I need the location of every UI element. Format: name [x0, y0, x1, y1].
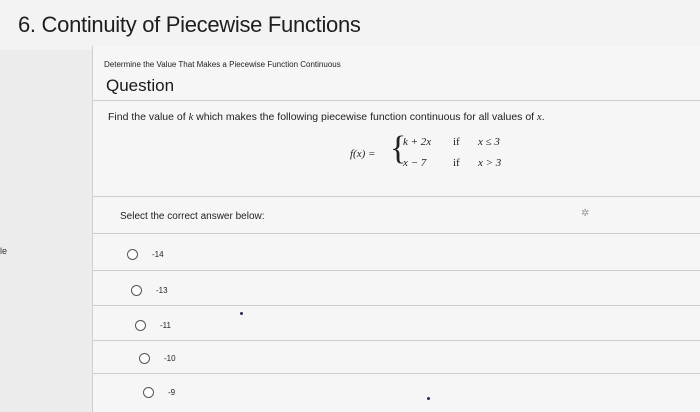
divider	[92, 373, 700, 374]
case-condition: x ≤ 3	[478, 136, 500, 148]
radio-icon[interactable]	[143, 387, 154, 398]
question-var-x: x	[537, 112, 542, 123]
divider	[92, 340, 700, 341]
question-subheading: Determine the Value That Makes a Piecewise Function Continuous	[104, 60, 341, 69]
case-if: if	[453, 136, 460, 148]
answer-option[interactable]	[131, 280, 168, 300]
answer-option-label: -9	[168, 387, 176, 397]
title-bar	[0, 0, 700, 50]
speck	[240, 312, 243, 315]
divider	[92, 305, 700, 306]
answer-option[interactable]	[135, 315, 171, 335]
answer-option-label: -10	[164, 353, 176, 363]
page-title: 6. Continuity of Piecewise Functions	[18, 12, 361, 37]
sidebar-partial-label: le	[0, 246, 8, 256]
answer-option[interactable]	[139, 348, 176, 368]
piecewise-formula	[350, 130, 530, 176]
case-expression: x − 7	[403, 157, 427, 169]
case-if: if	[453, 157, 460, 169]
answer-option[interactable]	[143, 382, 175, 402]
divider	[92, 270, 700, 271]
brace-glyph: {	[390, 130, 407, 167]
answer-option-label: -13	[156, 285, 168, 295]
radio-icon[interactable]	[131, 285, 142, 296]
question-text-prefix: Find the value of	[108, 111, 189, 123]
question-text-middle: which makes the following piecewise function continuous for all values of	[193, 111, 538, 123]
speck	[427, 397, 430, 400]
divider	[92, 196, 700, 197]
radio-icon[interactable]	[135, 320, 146, 331]
case-expression: k + 2x	[403, 136, 432, 148]
formula-lhs: f(x) =	[350, 148, 376, 160]
divider	[92, 233, 700, 234]
question-var-k: k	[188, 112, 194, 123]
question-heading: Question	[106, 76, 175, 95]
answer-option-label: -11	[160, 320, 171, 330]
divider	[92, 100, 700, 101]
question-text	[108, 111, 545, 123]
spinner-icon: ✲	[581, 208, 590, 219]
answer-prompt: Select the correct answer below:	[120, 211, 265, 222]
answer-option[interactable]	[127, 244, 164, 264]
radio-icon[interactable]	[139, 353, 150, 364]
radio-icon[interactable]	[127, 249, 138, 260]
case-condition: x > 3	[478, 157, 502, 169]
answer-option-label: -14	[152, 249, 164, 259]
question-text-suffix: .	[541, 111, 545, 123]
